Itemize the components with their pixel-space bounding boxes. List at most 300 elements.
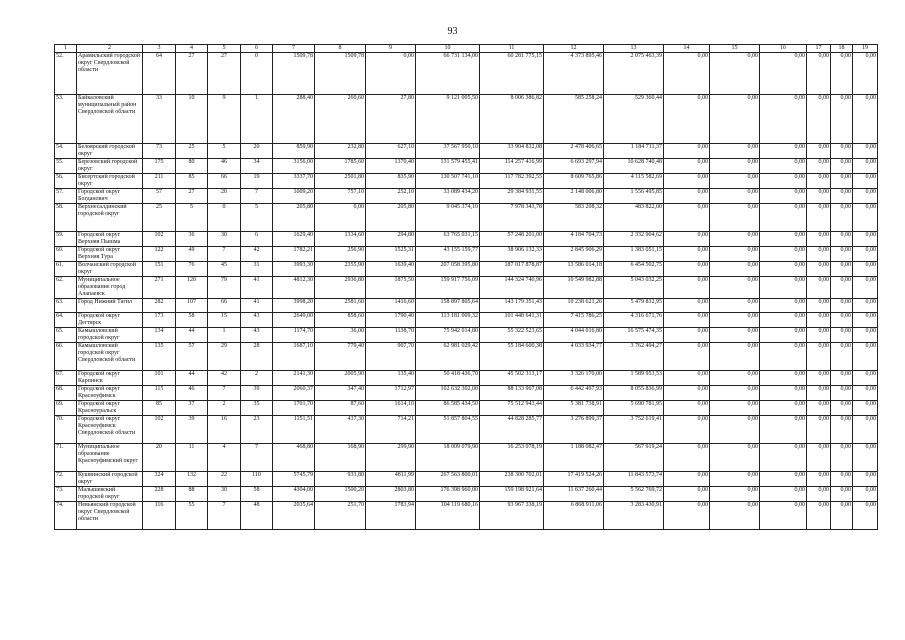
value-cell: 18 009 079,90 — [416, 444, 480, 472]
value-cell: 0,00 — [710, 53, 760, 95]
table-row — [55, 371, 878, 386]
value-cell: 87,60 — [315, 401, 366, 416]
value-cell: 299,90 — [366, 444, 416, 472]
value-cell: 5 479 832,95 — [604, 299, 664, 313]
value-cell: 63 765 031,15 — [416, 232, 480, 247]
value-cell: 55 184 600,38 — [480, 343, 544, 371]
value-cell: 2581,60 — [315, 299, 366, 313]
value-cell: 1785,60 — [315, 159, 366, 174]
value-cell: 0,00 — [807, 232, 831, 247]
table-row — [55, 386, 878, 401]
value-cell: 4812,30 — [273, 277, 315, 299]
value-cell: 3 276 899,37 — [544, 416, 604, 444]
value-cell: 0,00 — [760, 189, 807, 204]
value-cell: 0,00 — [664, 416, 710, 444]
value-cell: 0,00 — [710, 416, 760, 444]
value-cell: 0,00 — [664, 247, 710, 262]
value-cell: 1701,70 — [273, 401, 315, 416]
municipality-name: Городской округ Карпинск — [77, 371, 143, 386]
value-cell: 30 — [208, 232, 241, 247]
value-cell: 51 857 804,55 — [416, 416, 480, 444]
value-cell: 0,00 — [710, 444, 760, 472]
value-cell: 0,00 — [760, 328, 807, 343]
value-cell: 294,80 — [366, 232, 416, 247]
value-cell: 1009,20 — [273, 189, 315, 204]
value-cell: 0,00 — [760, 247, 807, 262]
value-cell: 0,00 — [664, 472, 710, 487]
value-cell: 0,00 — [831, 204, 853, 232]
column-header: 10 — [416, 45, 480, 53]
column-header: 3 — [143, 45, 176, 53]
value-cell: 158 897 805,64 — [416, 299, 480, 313]
table-row — [55, 313, 878, 328]
value-cell: 0,00 — [760, 401, 807, 416]
value-cell: 144 324 740,96 — [480, 277, 544, 299]
value-cell: 130 507 741,10 — [416, 174, 480, 189]
value-cell: 0,00 — [807, 386, 831, 401]
value-cell: 256,90 — [315, 247, 366, 262]
row-number: 55. — [55, 159, 77, 174]
value-cell: 9 121 005,50 — [416, 95, 480, 144]
column-header: 7 — [273, 45, 315, 53]
value-cell: 117 782 392,55 — [480, 174, 544, 189]
table-row — [55, 174, 878, 189]
value-cell: 3156,00 — [273, 159, 315, 174]
value-cell: 0,00 — [831, 53, 853, 95]
municipality-name: Белоярский городской округ — [77, 144, 143, 159]
table-row — [55, 189, 878, 204]
table-row — [55, 343, 878, 371]
value-cell: 232,80 — [315, 144, 366, 159]
value-cell: 205,80 — [273, 204, 315, 232]
value-cell: 0,00 — [831, 277, 853, 299]
column-header: 4 — [176, 45, 208, 53]
value-cell: 0,00 — [853, 247, 878, 262]
value-cell: 0,00 — [760, 343, 807, 371]
value-cell: 8 006 386,82 — [480, 95, 544, 144]
value-cell: 0,00 — [807, 262, 831, 277]
value-cell: 0,00 — [760, 232, 807, 247]
value-cell: 55 322 523,65 — [480, 328, 544, 343]
value-cell: 4 115 582,69 — [604, 174, 664, 189]
value-cell: 10 238 621,26 — [544, 299, 604, 313]
value-cell: 714,21 — [366, 416, 416, 444]
value-cell: 0,00 — [664, 277, 710, 299]
row-number: 67. — [55, 371, 77, 386]
value-cell: 0,00 — [807, 159, 831, 174]
value-cell: 41 — [241, 299, 273, 313]
value-cell: 0,00 — [853, 277, 878, 299]
value-cell: 0,00 — [710, 277, 760, 299]
value-cell: 8 055 836,99 — [604, 386, 664, 401]
table-row — [55, 472, 878, 487]
table-row — [55, 299, 878, 313]
table-row — [55, 95, 878, 144]
value-cell: 1 — [241, 95, 273, 144]
value-cell: 0,00 — [853, 401, 878, 416]
row-number: 73. — [55, 487, 77, 502]
value-cell: 3 752 619,41 — [604, 416, 664, 444]
value-cell: 36,00 — [315, 328, 366, 343]
municipality-name: Городской округ Красноуфимск Свердловской области — [77, 416, 143, 444]
value-cell: 4 — [208, 444, 241, 472]
value-cell: 58 — [241, 487, 273, 502]
value-cell: 4 184 704,73 — [544, 232, 604, 247]
page-number: 93 — [447, 26, 458, 37]
value-cell: 2 075 463,39 — [604, 53, 664, 95]
value-cell: 116 — [143, 502, 176, 530]
value-cell: 0,00 — [831, 343, 853, 371]
value-cell: 585 258,24 — [544, 95, 604, 144]
value-cell: 0,00 — [853, 313, 878, 328]
value-cell: 324 — [143, 472, 176, 487]
value-cell: 583 208,32 — [544, 204, 604, 232]
value-cell: 483 822,00 — [604, 204, 664, 232]
value-cell: 0,00 — [853, 444, 878, 472]
value-cell: 0,00 — [807, 247, 831, 262]
value-cell: 1151,51 — [273, 416, 315, 444]
value-cell: 0,00 — [760, 472, 807, 487]
municipality-name: Камышловский городской округ — [77, 328, 143, 343]
value-cell: 115 — [143, 386, 176, 401]
table-row — [55, 232, 878, 247]
municipality-name: Невьянский городской округ Свердловской области — [77, 502, 143, 530]
value-cell: 228 — [143, 487, 176, 502]
value-cell: 64 — [143, 53, 176, 95]
value-cell: 102 632 302,00 — [416, 386, 480, 401]
value-cell: 0,00 — [664, 95, 710, 144]
value-cell: 1 556 495,85 — [604, 189, 664, 204]
value-cell: 80 — [176, 159, 208, 174]
value-cell: 0,00 — [853, 53, 878, 95]
value-cell: 0,00 — [831, 262, 853, 277]
value-cell: 0,00 — [760, 502, 807, 530]
value-cell: 2 478 406,65 — [544, 144, 604, 159]
municipality-name: Город Нижний Тагил — [77, 299, 143, 313]
value-cell: 0,00 — [760, 299, 807, 313]
municipality-name: Муниципальное образование Красноуфимский округ — [77, 444, 143, 472]
value-cell: 0,00 — [853, 487, 878, 502]
value-cell: 3 326 170,00 — [544, 371, 604, 386]
value-cell: 11 — [176, 444, 208, 472]
value-cell: 1334,60 — [315, 232, 366, 247]
municipality-name: Камышловский городской округ Свердловской области — [77, 343, 143, 371]
value-cell: 101 — [143, 371, 176, 386]
value-cell: 45 — [208, 262, 241, 277]
value-cell: 0,00 — [807, 401, 831, 416]
row-number: 69. — [55, 401, 77, 416]
value-cell: 187 017 878,87 — [480, 262, 544, 277]
value-cell: 49 — [176, 247, 208, 262]
column-header: 8 — [315, 45, 366, 53]
value-cell: 6 868 911,06 — [544, 502, 604, 530]
value-cell: 46 — [176, 386, 208, 401]
value-cell: 60 281 775,15 — [480, 53, 544, 95]
value-cell: 0,00 — [710, 299, 760, 313]
value-cell: 0,00 — [366, 53, 416, 95]
row-number: 74. — [55, 502, 77, 530]
value-cell: 175 — [143, 159, 176, 174]
value-cell: 57 248 201,00 — [480, 232, 544, 247]
value-cell: 0,00 — [807, 328, 831, 343]
value-cell: 0,00 — [760, 95, 807, 144]
value-cell: 0,00 — [807, 174, 831, 189]
value-cell: 5 — [176, 204, 208, 232]
value-cell: 0,00 — [831, 174, 853, 189]
column-header: 1 — [55, 45, 77, 53]
table-row — [55, 277, 878, 299]
value-cell: 859,90 — [273, 144, 315, 159]
value-cell: 2060,37 — [273, 386, 315, 401]
value-cell: 0,00 — [760, 159, 807, 174]
value-cell: 271 — [143, 277, 176, 299]
value-cell: 131 579 455,41 — [416, 159, 480, 174]
value-cell: 20 — [241, 144, 273, 159]
value-cell: 0,00 — [710, 204, 760, 232]
value-cell: 2 — [241, 371, 273, 386]
table-row — [55, 416, 878, 444]
value-cell: 0,00 — [760, 416, 807, 444]
value-cell: 0,00 — [710, 232, 760, 247]
value-cell: 2803,80 — [366, 487, 416, 502]
value-cell: 0,00 — [807, 277, 831, 299]
value-cell: 0,00 — [710, 262, 760, 277]
value-cell: 0,00 — [664, 487, 710, 502]
value-cell: 0,00 — [807, 313, 831, 328]
row-number: 53. — [55, 95, 77, 144]
value-cell: 2355,90 — [315, 262, 366, 277]
table-row — [55, 262, 878, 277]
value-cell: 0,00 — [853, 472, 878, 487]
value-cell: 0,00 — [664, 313, 710, 328]
column-header: 18 — [831, 45, 853, 53]
value-cell: 627,10 — [366, 144, 416, 159]
value-cell: 22 — [208, 472, 241, 487]
value-cell: 0,00 — [853, 371, 878, 386]
row-number: 58. — [55, 204, 77, 232]
value-cell: 28 — [241, 343, 273, 371]
value-cell: 23 — [241, 416, 273, 444]
value-cell: 0,00 — [710, 159, 760, 174]
value-cell: 0,00 — [853, 502, 878, 530]
column-header: 9 — [366, 45, 416, 53]
value-cell: 0,00 — [831, 144, 853, 159]
value-cell: 1370,40 — [366, 159, 416, 174]
value-cell: 0,00 — [807, 487, 831, 502]
value-cell: 41 — [241, 277, 273, 299]
value-cell: 0,00 — [853, 204, 878, 232]
value-cell: 102 — [143, 232, 176, 247]
value-cell: 3993,30 — [273, 262, 315, 277]
value-cell: 159 198 921,64 — [480, 487, 544, 502]
value-cell: 29 — [208, 343, 241, 371]
value-cell: 0,00 — [710, 95, 760, 144]
row-number: 70. — [55, 416, 77, 444]
value-cell: 27 — [176, 53, 208, 95]
value-cell: 0,00 — [710, 144, 760, 159]
value-cell: 19 — [241, 174, 273, 189]
value-cell: 0,00 — [664, 232, 710, 247]
value-cell: 30 — [208, 487, 241, 502]
value-cell: 134 — [143, 328, 176, 343]
value-cell: 101 448 641,31 — [480, 313, 544, 328]
value-cell: 2005,90 — [315, 371, 366, 386]
value-cell: 1525,31 — [366, 247, 416, 262]
value-cell: 2501,80 — [315, 174, 366, 189]
value-cell: 4811,99 — [366, 472, 416, 487]
value-cell: 5 — [241, 204, 273, 232]
row-number: 66. — [55, 343, 77, 371]
value-cell: 13 586 014,18 — [544, 262, 604, 277]
value-cell: 9 — [208, 95, 241, 144]
value-cell: 6 693 297,94 — [544, 159, 604, 174]
value-cell: 122 — [143, 247, 176, 262]
table-row — [55, 328, 878, 343]
value-cell: 0,00 — [831, 299, 853, 313]
value-cell: 0,00 — [831, 416, 853, 444]
municipality-name: Верхнесалдинский городской округ — [77, 204, 143, 232]
value-cell: 114 257 416,99 — [480, 159, 544, 174]
table-row — [55, 204, 878, 232]
value-cell: 282 — [143, 299, 176, 313]
value-cell: 7 — [208, 247, 241, 262]
value-cell: 1174,70 — [273, 328, 315, 343]
value-cell: 1416,60 — [366, 299, 416, 313]
value-cell: 0,00 — [315, 204, 366, 232]
value-cell: 43 — [241, 328, 273, 343]
municipality-name: Кушвинский городской округ — [77, 472, 143, 487]
value-cell: 1509,78 — [273, 53, 315, 95]
row-number: 68. — [55, 386, 77, 401]
value-cell: 0,00 — [760, 313, 807, 328]
value-cell: 43 155 159,77 — [416, 247, 480, 262]
column-header: 15 — [710, 45, 760, 53]
value-cell: 529 360,44 — [604, 95, 664, 144]
value-cell: 7 415 786,25 — [544, 313, 604, 328]
row-number: 52. — [55, 53, 77, 95]
value-cell: 0,00 — [807, 299, 831, 313]
value-cell: 757,10 — [315, 189, 366, 204]
value-cell: 0,00 — [831, 313, 853, 328]
value-cell: 1509,78 — [315, 53, 366, 95]
value-cell: 10 — [176, 95, 208, 144]
value-cell: 173 — [143, 313, 176, 328]
value-cell: 20 — [143, 444, 176, 472]
value-cell: 2 — [208, 401, 241, 416]
value-cell: 8 609 765,86 — [544, 174, 604, 189]
column-header: 12 — [544, 45, 604, 53]
value-cell: 0,00 — [853, 386, 878, 401]
value-cell: 835,90 — [366, 174, 416, 189]
value-cell: 0,00 — [807, 444, 831, 472]
value-cell: 25 — [143, 204, 176, 232]
value-cell: 10 549 982,88 — [544, 277, 604, 299]
value-cell: 66 — [208, 174, 241, 189]
row-number: 63. — [55, 299, 77, 313]
value-cell: 50 418 436,70 — [416, 371, 480, 386]
value-cell: 27,80 — [366, 95, 416, 144]
value-cell: 0,00 — [710, 401, 760, 416]
value-cell: 0,00 — [807, 204, 831, 232]
value-cell: 0,00 — [807, 371, 831, 386]
value-cell: 6 — [241, 232, 273, 247]
value-cell: 113 181 009,32 — [416, 313, 480, 328]
value-cell: 151 — [143, 262, 176, 277]
value-cell: 7 — [241, 189, 273, 204]
value-cell: 1639,40 — [366, 262, 416, 277]
value-cell: 0,00 — [807, 343, 831, 371]
value-cell: 0,00 — [853, 174, 878, 189]
value-cell: 93 967 338,19 — [480, 502, 544, 530]
column-header: 6 — [241, 45, 273, 53]
value-cell: 38 906 132,33 — [480, 247, 544, 262]
value-cell: 88 — [176, 487, 208, 502]
value-cell: 0,00 — [831, 502, 853, 530]
value-cell: 1790,40 — [366, 313, 416, 328]
value-cell: 33 089 434,20 — [416, 189, 480, 204]
value-cell: 0,00 — [807, 502, 831, 530]
value-cell: 251,70 — [315, 502, 366, 530]
value-cell: 0,00 — [710, 313, 760, 328]
value-cell: 1875,50 — [366, 277, 416, 299]
value-cell: 858,60 — [315, 313, 366, 328]
value-cell: 42 — [208, 371, 241, 386]
value-cell: 0,00 — [760, 174, 807, 189]
column-header: 17 — [807, 45, 831, 53]
value-cell: 27 — [208, 53, 241, 95]
municipality-name: Байкаловский муниципальный район Свердловской области — [77, 95, 143, 144]
value-cell: 143 179 351,43 — [480, 299, 544, 313]
value-cell: 2649,00 — [273, 313, 315, 328]
value-cell: 17 419 524,26 — [544, 472, 604, 487]
value-cell: 5745,79 — [273, 472, 315, 487]
table-row — [55, 53, 878, 95]
municipality-name: Арамильский городской округ Свердловской области — [77, 53, 143, 95]
value-cell: 58 — [176, 313, 208, 328]
value-cell: 44 828 285,77 — [480, 416, 544, 444]
value-cell: 37 567 950,10 — [416, 144, 480, 159]
value-cell: 0,00 — [664, 189, 710, 204]
value-cell: 211 — [143, 174, 176, 189]
value-cell: 1629,40 — [273, 232, 315, 247]
value-cell: 34 — [241, 159, 273, 174]
value-cell: 238 300 702,01 — [480, 472, 544, 487]
value-cell: 39 — [176, 416, 208, 444]
table-row — [55, 144, 878, 159]
value-cell: 1712,97 — [366, 386, 416, 401]
value-cell: 0,00 — [664, 444, 710, 472]
value-cell: 0,00 — [807, 189, 831, 204]
value-cell: 48 — [241, 502, 273, 530]
municipality-name: Городской округ Богданович — [77, 189, 143, 204]
value-cell: 288,40 — [273, 95, 315, 144]
value-cell: 260,60 — [315, 95, 366, 144]
value-cell: 0,00 — [853, 95, 878, 144]
column-header: 16 — [760, 45, 807, 53]
value-cell: 0 — [241, 53, 273, 95]
value-cell: 468,80 — [273, 444, 315, 472]
value-cell: 0,00 — [853, 232, 878, 247]
value-cell: 0,00 — [664, 144, 710, 159]
row-number: 60. — [55, 247, 77, 262]
value-cell: 1 — [208, 328, 241, 343]
column-header: 5 — [208, 45, 241, 53]
municipality-name: Малышевский городской округ — [77, 487, 143, 502]
value-cell: 0,00 — [760, 204, 807, 232]
value-cell: 1138,70 — [366, 328, 416, 343]
value-cell: 168,90 — [315, 444, 366, 472]
table-row — [55, 247, 878, 262]
